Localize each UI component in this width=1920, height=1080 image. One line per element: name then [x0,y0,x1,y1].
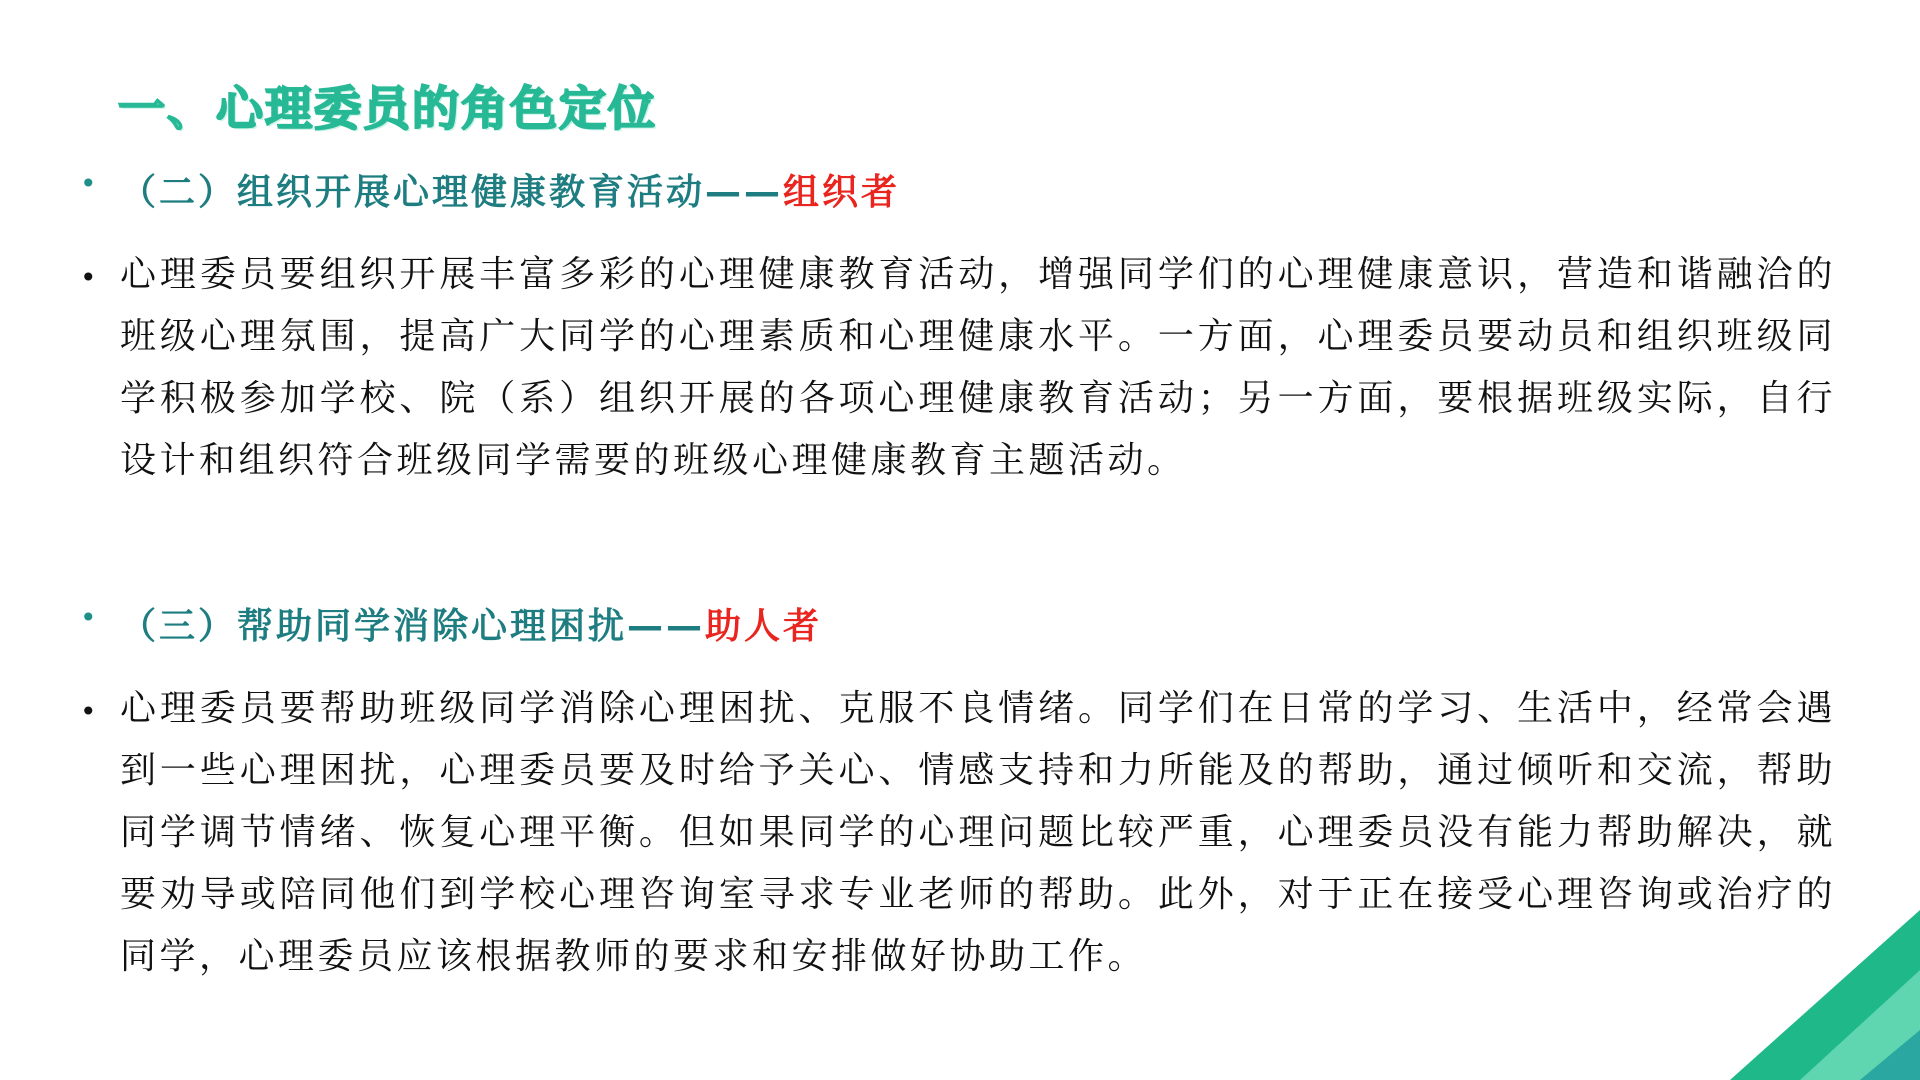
section-heading-text: （三）帮助同学消除心理困扰—— [120,606,706,647]
bullet-icon: • [80,167,97,200]
section-heading-row [0,164,1920,222]
section-paragraph: 心理委员要组织开展丰富多彩的心理健康教育活动，增强同学们的心理健康意识，营造和谐融洽的班级心理氛围，提高广大同学的心理素质和心理健康水平。一方面，心理委员要动员和组织班级同学积极参加学校、院（系）组织开展的各项心理健康教育活动；另一方面，要根据班级实际，自行设计和组织符合班级同学需要的班级心理健康教育主题活动。 [120,254,1836,481]
page-title: 一、心理委员的角色定位 [118,82,657,137]
section-body-row [0,678,1920,988]
bullet-icon: • [80,601,97,634]
section-helper [0,598,1920,988]
bullet-icon: • [80,695,97,728]
section-heading-row [0,598,1920,656]
role-label: 组织者 [783,172,901,213]
section-organizer [0,164,1920,492]
section-heading-text: （二）组织开展心理健康教育活动—— [120,172,784,213]
corner-decoration [1690,910,1920,1080]
section-heading [120,598,1920,656]
section-paragraph: 心理委员要帮助班级同学消除心理困扰、克服不良情绪。同学们在日常的学习、生活中，经常会遇到一些心理困扰，心理委员要及时给予关心、情感支持和力所能及的帮助，通过倾听和交流，帮助同学调节情绪、恢复心理平衡。但如果同学的心理问题比较严重，心理委员没有能力帮助解决，就要劝导或陪同他们到学校心理咨询室寻求专业老师的帮助。此外，对于正在接受心理咨询或治疗的同学，心理委员应该根据教师的要求和安排做好协助工作。 [120,688,1836,977]
section-heading [120,164,1920,222]
bullet-icon: • [80,261,97,294]
section-body-row [0,244,1920,492]
role-label: 助人者 [705,606,823,647]
